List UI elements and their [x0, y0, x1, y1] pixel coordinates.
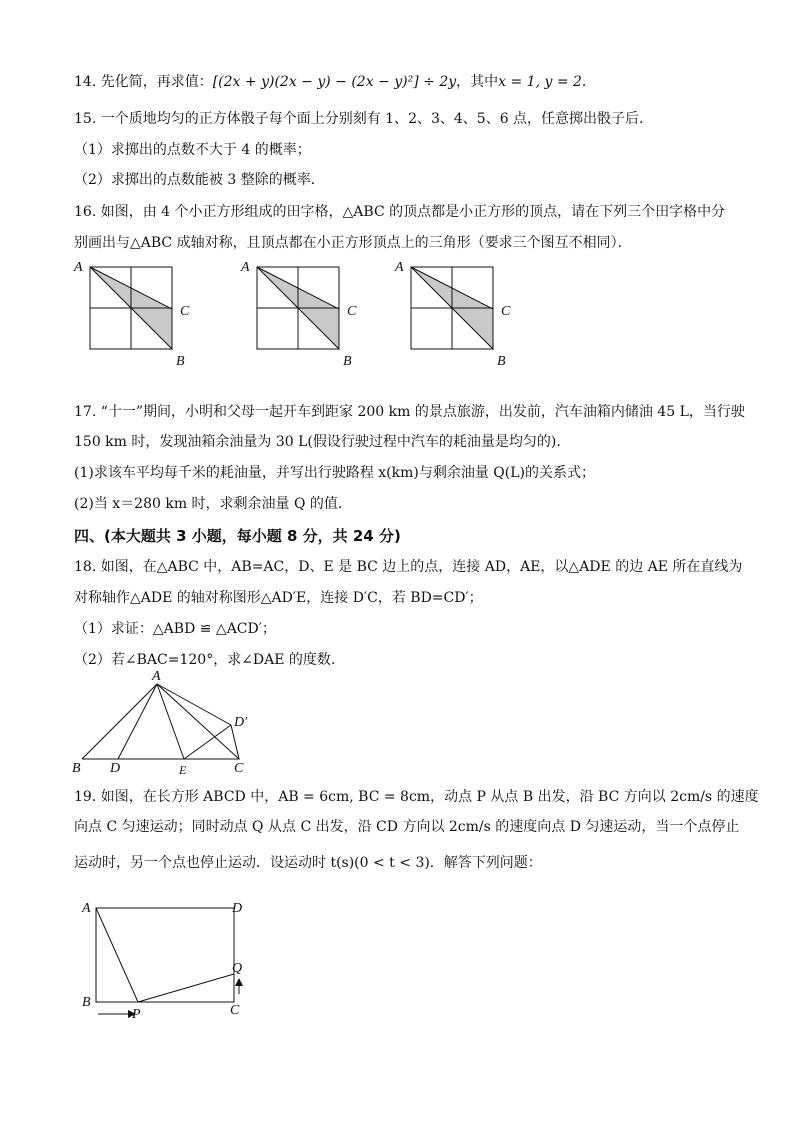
q14-mid: ，其中 [456, 74, 499, 90]
q16-grid-2 [240, 260, 357, 365]
section-4-title: 四、(本大题共 3 小题，每小题 8 分，共 24 分) [74, 527, 401, 545]
q15-stem: 15. 一个质地均匀的正方体骰子每个面上分别刻有 1、2、3、4、5、6 点，任意掷出骰子后． [74, 111, 654, 127]
label-c: C [501, 304, 511, 319]
label-d: D [232, 901, 243, 916]
label-c: C [180, 304, 190, 319]
label-b: B [82, 995, 91, 1010]
segment-ae [157, 684, 184, 759]
label-dprime: D′ [234, 715, 248, 730]
arrow-q-direction [235, 978, 243, 994]
q19-line2: 向点 C 匀速运动；同时动点 Q 从点 C 出发，沿 CD 方向以 2cm/s 的速度向点 D 匀速运动，当一个点停止 [74, 819, 740, 835]
label-b: B [497, 354, 506, 365]
label-e: E [179, 763, 187, 777]
q16-grid-3 [394, 260, 511, 365]
q18-part1: （1）求证：△ABD ≌ △ACD′； [74, 621, 276, 637]
q18-part2: （2）若∠BAC=120°，求∠DAE 的度数. [74, 652, 336, 668]
question-14 [74, 72, 596, 92]
label-p: P [132, 1007, 141, 1022]
segment-adp [157, 684, 231, 725]
q16-line2: 别画出与△ABC 成轴对称，且顶点都在小正方形顶点上的三角形（要求三个图互不相同）． [74, 235, 632, 251]
q19-figure [70, 890, 270, 1030]
q15-part1: （1）求掷出的点数不大于 4 的概率； [74, 142, 311, 158]
segment-ad [118, 684, 157, 759]
q17-part2: (2)当 x＝280 km 时，求剩余油量 Q 的值. [74, 496, 343, 512]
q14-condition: x = 1, y = 2 [498, 74, 582, 90]
triangle-abc [82, 684, 239, 759]
q18-line1: 18. 如图，在△ABC 中，AB=AC，D、E 是 BC 边上的点，连接 AD，AE，以△ADE 的边 AE 所在直线为 [74, 559, 743, 575]
q14-end: ． [581, 74, 596, 90]
q19-line3: 运动时，另一个点也停止运动．设运动时 t(s)(0 < t < 3)．解答下列问题： [74, 855, 542, 871]
label-a: A [395, 260, 404, 275]
label-b: B [176, 354, 185, 365]
label-b: B [343, 354, 352, 365]
label-c: C [347, 304, 357, 319]
segment-dpc [231, 725, 239, 759]
q16-grid-1 [73, 260, 190, 365]
q17-line2: 150 km 时，发现油箱余油量为 30 L(假设行驶过程中汽车的耗油量是均匀的). [74, 434, 561, 450]
arrow-p-direction [98, 1010, 136, 1018]
label-c: C [234, 761, 244, 776]
segment-ap [96, 908, 138, 1002]
q19-line1: 19. 如图，在长方形 ABCD 中，AB = 6cm, BC = 8cm，动点 P 从点 B 出发，沿 BC 方向以 2cm/s 的速度 [74, 789, 759, 805]
label-b: B [72, 761, 81, 776]
q18-figure [60, 670, 280, 780]
label-a: A [152, 670, 161, 684]
label-q: Q [232, 961, 243, 976]
q14-prefix: 14. 先化简，再求值： [74, 74, 213, 90]
label-c: C [230, 1003, 240, 1018]
label-a: A [241, 260, 250, 275]
label-a: A [74, 260, 83, 275]
q17-part1: (1)求该车平均每千米的耗油量，并写出行驶路程 x(km)与剩余油量 Q(L)的关系式； [74, 465, 596, 481]
q15-part2: （2）求掷出的点数能被 3 整除的概率． [74, 172, 325, 188]
q14-expression: [(2x + y)(2x − y) − (2x − y)²] ÷ 2y [212, 74, 457, 90]
q16-grid-figures [60, 255, 520, 365]
segment-pq [138, 974, 234, 1002]
q18-line2: 对称轴作△ADE 的轴对称图形△AD′E，连接 D′C，若 BD=CD′； [74, 590, 483, 606]
q17-line1: 17. “十一”期间，小明和父母一起开车到距家 200 km 的景点旅游，出发前，汽车油箱内储油 45 L，当行驶 [74, 404, 745, 420]
label-a: A [82, 901, 91, 916]
q16-line1: 16. 如图，由 4 个小正方形组成的田字格，△ABC 的顶点都是小正方形的顶点，请在下列三个田字格中分 [74, 204, 726, 220]
label-d: D [110, 761, 121, 776]
